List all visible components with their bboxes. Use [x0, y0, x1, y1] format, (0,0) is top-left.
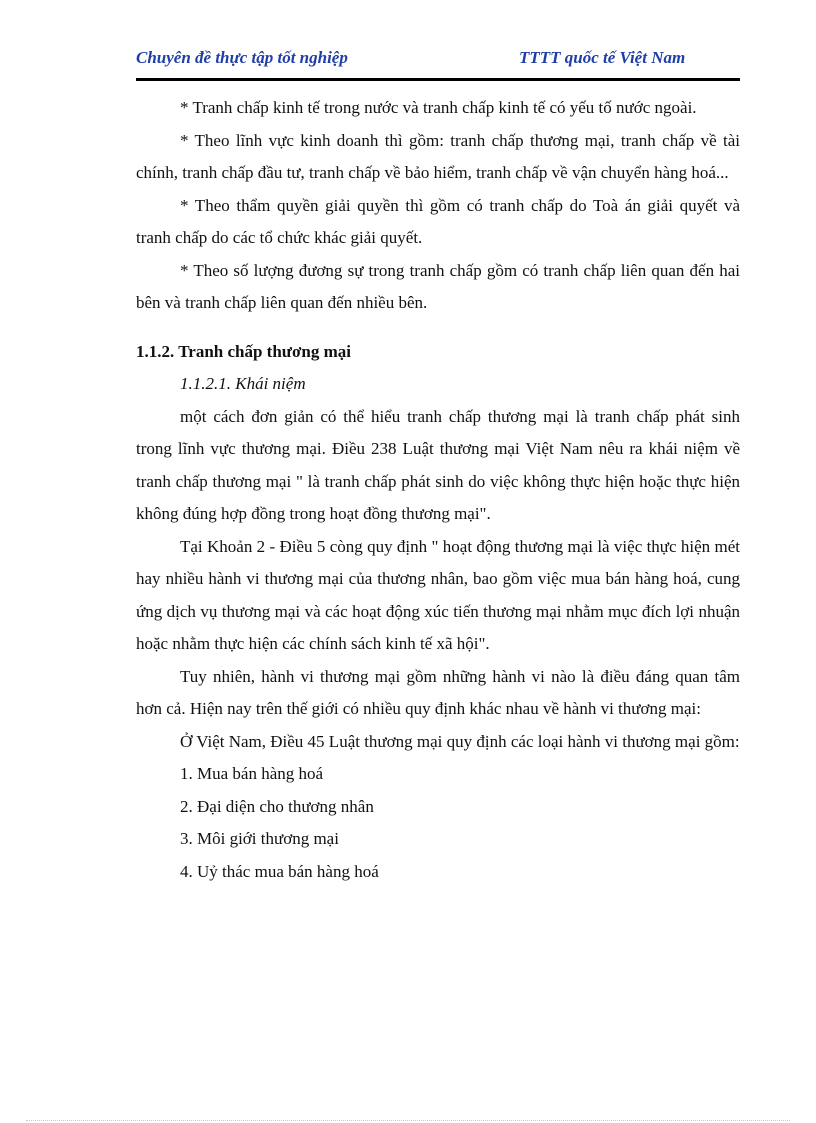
list-item: 3. Môi giới thương mại — [180, 829, 339, 848]
paragraph-clause: Tại Khoản 2 - Điều 5 còng quy định " hoạt động thương mại là việc thực hiện mét hay nhiều hành vi thương mại của thương nhân, bao gồm việc mua bán hàng hoá, cung ứng dịch vụ thương mại và các hoạt động xúc tiến thương mại nhằm mục đích lợi nhuận hoặc nhằm thực hiện các chính sách kinh tế xã hội". — [136, 536, 740, 653]
paragraph-intro-3: * Theo thẩm quyền giải quyền thì gồm có tranh chấp do Toà án giải quyết và tranh chấp do các tổ chức khác giải quyết. — [136, 195, 740, 247]
header-document-title: Chuyên đề thực tập tốt nghiệp — [136, 48, 348, 67]
paragraph-intro-1: * Tranh chấp kinh tế trong nước và tranh chấp kinh tế có yếu tố nước ngoài. — [180, 98, 697, 117]
page-header — [136, 48, 740, 74]
list-item: 4. Uỷ thác mua bán hàng hoá — [180, 861, 379, 881]
commercial-acts-list — [136, 758, 740, 888]
header-organization: TTTT quốc tế Việt Nam — [519, 48, 686, 67]
footer-dotted-line — [26, 1120, 790, 1121]
paragraph-intro-4: * Theo số lượng đương sự trong tranh chấp gồm có tranh chấp liên quan đến hai bên và tranh chấp liên quan đến nhiều bên. — [136, 260, 740, 312]
subsection-heading: 1.1.2.1. Khái niệm — [180, 374, 306, 393]
paragraph-intro-2: * Theo lĩnh vực kinh doanh thì gồm: tranh chấp thương mại, tranh chấp về tài chính, tranh chấp đầu tư, tranh chấp về bảo hiểm, tranh chấp về vận chuyển hàng hoá... — [136, 130, 740, 182]
document-body — [136, 92, 740, 888]
paragraph-definition: một cách đơn giản có thể hiểu tranh chấp thương mại là tranh chấp phát sinh trong lĩnh vực thương mại. Điều 238 Luật thương mại Việt Nam nêu ra khái niệm về tranh chấp thương mại " là tranh chấp phát sinh do việc không thực hiện hoặc thực hiện không đúng hợp đồng trong hoạt đồng thương mại". — [136, 406, 740, 523]
paragraph-vietnam: Ở Việt Nam, Điều 45 Luật thương mại quy định các loại hành vi thương mại gồm: — [180, 731, 740, 751]
paragraph-however: Tuy nhiên, hành vi thương mại gồm những hành vi nào là điều đáng quan tâm hơn cả. Hiện nay trên thế giới có nhiều quy định khác nhau về hành vi thương mại: — [136, 666, 740, 718]
list-item: 2. Đại diện cho thương nhân — [180, 796, 374, 816]
header-divider — [136, 78, 740, 81]
list-item: 1. Mua bán hàng hoá — [180, 764, 324, 783]
section-heading: 1.1.2. Tranh chấp thương mại — [136, 341, 351, 361]
